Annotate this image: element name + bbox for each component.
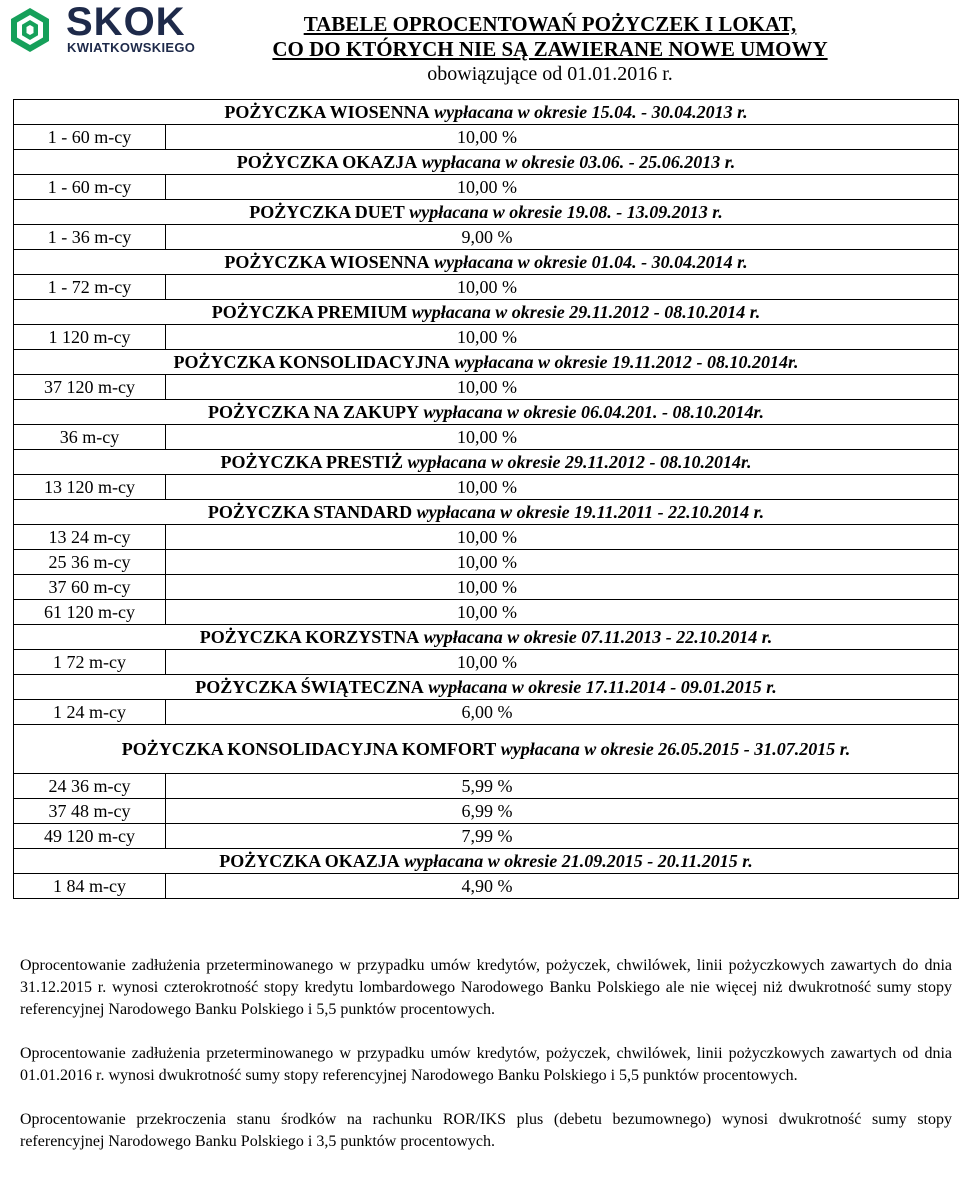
loan-period-description: wypłacana w okresie 03.06. - 25.06.2013 r. (417, 152, 736, 172)
logo (6, 0, 206, 56)
table-row (14, 600, 959, 625)
loan-name: POŻYCZKA PRESTIŻ (220, 452, 404, 472)
loan-period-description: wypłacana w okresie 19.11.2011 - 22.10.2014 r. (412, 502, 765, 522)
table-row (14, 225, 959, 250)
loan-term: 1 72 m-cy (14, 650, 166, 675)
loan-period-description: wypłacana w okresie 01.04. - 30.04.2014 r. (429, 252, 748, 272)
section-header-row (14, 300, 959, 325)
loan-period-description: wypłacana w okresie 19.08. - 13.09.2013 r. (404, 202, 723, 222)
section-title (14, 725, 959, 774)
section-title (14, 400, 959, 425)
loan-name: POŻYCZKA ŚWIĄTECZNA (195, 677, 424, 697)
section-header-row (14, 500, 959, 525)
loan-period-description: wypłacana w okresie 07.11.2013 - 22.10.2014 r. (419, 627, 773, 647)
loan-name: POŻYCZKA KONSOLIDACYJNA (173, 352, 450, 372)
table-row (14, 425, 959, 450)
section-title (14, 675, 959, 700)
loan-term: 1 - 60 m-cy (14, 125, 166, 150)
loan-term: 36 m-cy (14, 425, 166, 450)
title-line-1: TABELE OPROCENTOWAŃ POŻYCZEK I LOKAT, (303, 12, 797, 36)
interest-rate: 4,90 % (166, 874, 959, 899)
interest-rate: 9,00 % (166, 225, 959, 250)
table-row (14, 575, 959, 600)
loan-name: POŻYCZKA KORZYSTNA (199, 627, 420, 647)
section-header-row (14, 200, 959, 225)
table-row (14, 375, 959, 400)
section-title (14, 500, 959, 525)
loan-term: 37 60 m-cy (14, 575, 166, 600)
skok-logo-icon (6, 6, 54, 54)
interest-rate: 10,00 % (166, 575, 959, 600)
interest-rate: 6,00 % (166, 700, 959, 725)
table-row (14, 525, 959, 550)
section-header-row (14, 450, 959, 475)
loan-period-description: wypłacana w okresie 26.05.2015 - 31.07.2015 r. (496, 739, 851, 759)
loan-term: 1 120 m-cy (14, 325, 166, 350)
interest-rate: 10,00 % (166, 525, 959, 550)
loan-period-description: wypłacana w okresie 29.11.2012 - 08.10.2014r. (403, 452, 752, 472)
loan-name: POŻYCZKA WIOSENNA (224, 252, 430, 272)
section-title (14, 100, 959, 125)
loan-term: 1 - 72 m-cy (14, 275, 166, 300)
interest-rate: 10,00 % (166, 275, 959, 300)
loan-term: 24 36 m-cy (14, 774, 166, 799)
section-header-row (14, 250, 959, 275)
title-line-3: obowiązujące od 01.01.2016 r. (427, 63, 673, 85)
loan-name: POŻYCZKA STANDARD (207, 502, 413, 522)
interest-rate: 10,00 % (166, 175, 959, 200)
loan-name: POŻYCZKA PREMIUM (211, 302, 408, 322)
interest-rate: 10,00 % (166, 125, 959, 150)
section-title (14, 200, 959, 225)
section-header-row (14, 350, 959, 375)
section-title (14, 450, 959, 475)
interest-rate: 10,00 % (166, 650, 959, 675)
rates-table (13, 99, 959, 899)
loan-period-description: wypłacana w okresie 17.11.2014 - 09.01.2015 r. (423, 677, 777, 697)
interest-rate: 7,99 % (166, 824, 959, 849)
loan-term: 1 84 m-cy (14, 874, 166, 899)
loan-term: 37 48 m-cy (14, 799, 166, 824)
table-row (14, 799, 959, 824)
table-row (14, 700, 959, 725)
note-paragraph: Oprocentowanie zadłużenia przeterminowanego w przypadku umów kredytów, pożyczek, chwilówek, linii pożyczkowych zawartych do dnia 31.12.2015 r. wynosi czterokrotność stopy kredytu lombardowego Narodowego Banku Polskiego ale nie więcej niż dwukrotność sumy stopy referencyjnej Narodowego Banku Polskiego i 5,5 punktów procentowych. (20, 957, 952, 1018)
loan-name: POŻYCZKA OKAZJA (236, 152, 418, 172)
loan-name: POŻYCZKA KONSOLIDACYJNA KOMFORT (121, 739, 497, 759)
section-header-row (14, 150, 959, 175)
table-row (14, 325, 959, 350)
loan-term: 13 120 m-cy (14, 475, 166, 500)
rates-table-body (14, 100, 959, 899)
document-title (210, 12, 890, 86)
logo-subtitle: KWIATKOWSKIEGO (67, 40, 196, 55)
section-title (14, 849, 959, 874)
document-header (0, 0, 960, 98)
interest-rate: 10,00 % (166, 425, 959, 450)
loan-period-description: wypłacana w okresie 19.11.2012 - 08.10.2014r. (450, 352, 799, 372)
section-header-row (14, 625, 959, 650)
note-paragraph: Oprocentowanie zadłużenia przeterminowanego w przypadku umów kredytów, pożyczek, chwilówek, linii pożyczkowych zawartych od dnia 01.01.2016 r. wynosi dwukrotność sumy stopy referencyjnej Narodowego Banku Polskiego i 5,5 punktów procentowych. (20, 1045, 952, 1084)
loan-name: POŻYCZKA DUET (249, 202, 405, 222)
table-row (14, 824, 959, 849)
table-row (14, 475, 959, 500)
table-row (14, 550, 959, 575)
section-header-row (14, 400, 959, 425)
table-row (14, 275, 959, 300)
section-title (14, 250, 959, 275)
table-row (14, 125, 959, 150)
loan-term: 61 120 m-cy (14, 600, 166, 625)
loan-period-description: wypłacana w okresie 21.09.2015 - 20.11.2015 r. (399, 851, 753, 871)
note-paragraph: Oprocentowanie przekroczenia stanu środków na rachunku ROR/IKS plus (debetu bezumownego) wynosi dwukrotność sumy stopy referencyjnej Narodowego Banku Polskiego i 3,5 punktów procentowych. (20, 1111, 952, 1150)
loan-term: 1 24 m-cy (14, 700, 166, 725)
interest-rate: 6,99 % (166, 799, 959, 824)
loan-term: 1 - 60 m-cy (14, 175, 166, 200)
loan-name: POŻYCZKA NA ZAKUPY (207, 402, 420, 422)
interest-rate: 10,00 % (166, 550, 959, 575)
interest-rate: 10,00 % (166, 375, 959, 400)
loan-period-description: wypłacana w okresie 06.04.201. - 08.10.2014r. (419, 402, 765, 422)
loan-name: POŻYCZKA WIOSENNA (224, 102, 430, 122)
loan-name: POŻYCZKA OKAZJA (219, 851, 400, 871)
title-line-2: CO DO KTÓRYCH NIE SĄ ZAWIERANE NOWE UMOWY (272, 37, 828, 61)
section-header-row (14, 675, 959, 700)
section-title (14, 300, 959, 325)
loan-term: 37 120 m-cy (14, 375, 166, 400)
loan-term: 49 120 m-cy (14, 824, 166, 849)
loan-period-description: wypłacana w okresie 29.11.2012 - 08.10.2014 r. (407, 302, 761, 322)
loan-term: 13 24 m-cy (14, 525, 166, 550)
loan-period-description: wypłacana w okresie 15.04. - 30.04.2013 r. (429, 102, 748, 122)
section-title (14, 350, 959, 375)
section-title (14, 625, 959, 650)
interest-rate: 5,99 % (166, 774, 959, 799)
loan-term: 1 - 36 m-cy (14, 225, 166, 250)
loan-term: 25 36 m-cy (14, 550, 166, 575)
table-row (14, 874, 959, 899)
table-row (14, 774, 959, 799)
section-header-row (14, 725, 959, 774)
interest-rate: 10,00 % (166, 600, 959, 625)
logo-wordmark: SKOK (66, 0, 186, 44)
section-header-row (14, 849, 959, 874)
section-title (14, 150, 959, 175)
table-row (14, 175, 959, 200)
section-header-row (14, 100, 959, 125)
table-row (14, 650, 959, 675)
notes (20, 955, 952, 1175)
interest-rate: 10,00 % (166, 475, 959, 500)
interest-rate: 10,00 % (166, 325, 959, 350)
